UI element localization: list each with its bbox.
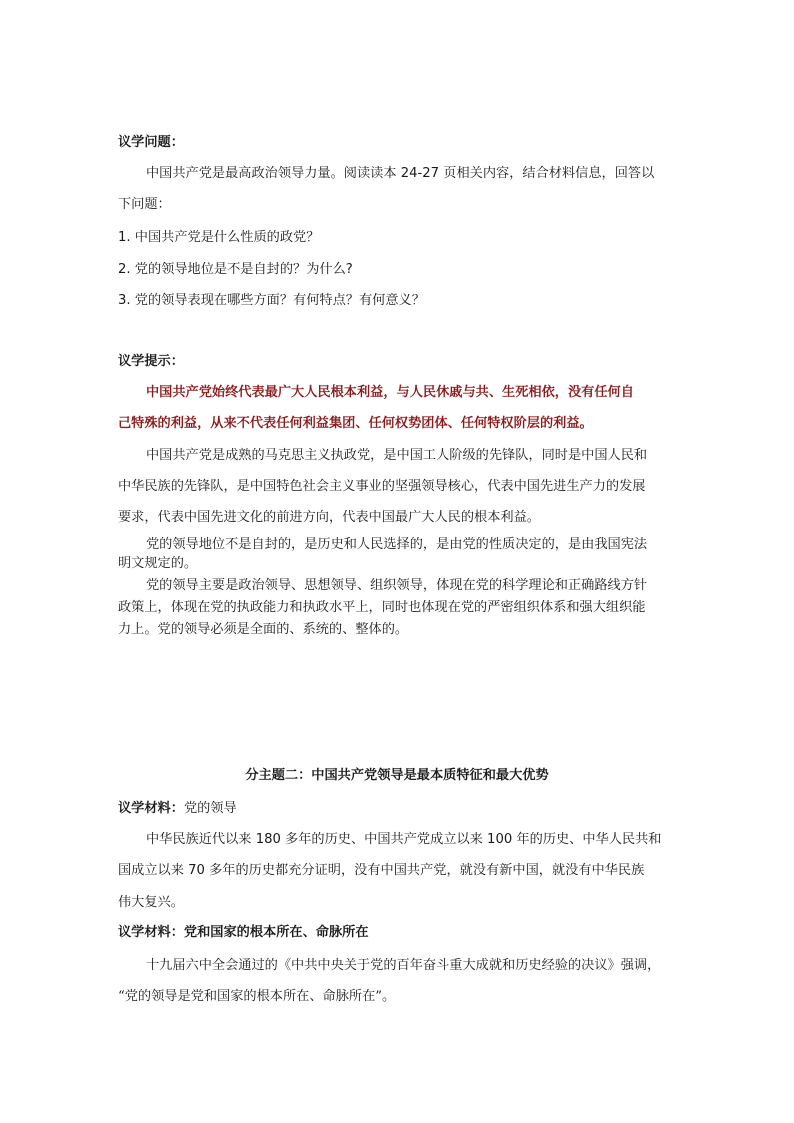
material1-label: 议学材料： [118,801,184,816]
question-heading: 议学问题： [118,135,184,150]
question-1: 1. 中国共产党是什么性质的政党？ [118,230,320,245]
hint-heading: 议学提示： [118,354,184,369]
material1-heading [118,800,237,818]
para2-line-1: 党的领导地位不是自封的，是历史和人民选择的，是由党的性质决定的，是由我国宪法 [146,537,648,552]
intro-line-2: 下问题： [118,197,171,212]
para1-line-2: 中华民族的先锋队，是中国特色社会主义事业的坚强领导核心，代表中国先进生产力的发展 [118,479,646,494]
material1-title: 党的领导 [183,801,237,816]
material2-line-2: “党的领导是党和国家的根本所在、命脉所在”。 [118,989,396,1004]
hint-red-line-2: 己特殊的利益，从来不代表任何利益集团、任何权势团体、任何特权阶层的利益。 [118,416,593,431]
material2-line-1: 十九届六中全会通过的《中共中央关于党的百年奋斗重大成就和历史经验的决议》强调， [146,958,661,973]
para3-line-2: 政策上，体现在党的执政能力和执政水平上，同时也体现在党的严密组织体系和强大组织能 [118,600,646,615]
hint-red-line-1: 中国共产党始终代表最广大人民根本利益，与人民休戚与共、生死相依，没有任何自 [146,385,634,400]
para1-line-3: 要求，代表中国先进文化的前进方向，代表中国最广大人民的根本利益。 [118,510,540,525]
intro-line-1: 中国共产党是最高政治领导力量。阅读读本 24-27 页相关内容，结合材料信息，回答以 [146,166,655,181]
para2-line-2: 明文规定的。 [118,556,198,571]
section2-title: 分主题二：中国共产党领导是最本质特征和最大优势 [245,768,549,783]
material1-line-2: 国成立以来 70 多年的历史都充分证明，没有中国共产党，就没有新中国，就没有中华民族 [118,863,645,878]
material1-line-3: 伟大复兴。 [118,895,184,910]
material2-heading: 议学材料：党和国家的根本所在、命脉所在 [118,925,369,940]
material1-line-1: 中华民族近代以来 180 多年的历史、中国共产党成立以来 100 年的历史、中华人民共和 [146,832,662,847]
question-3: 3. 党的领导表现在哪些方面？有何特点？有何意义？ [118,293,425,308]
para3-line-1: 党的领导主要是政治领导、思想领导、组织领导，体现在党的科学理论和正确路线方针 [146,578,648,593]
para3-line-3: 力上。党的领导必须是全面的、系统的、整体的。 [118,622,409,637]
para1-line-1: 中国共产党是成熟的马克思主义执政党，是中国工人阶级的先锋队，同时是中国人民和 [146,448,648,463]
question-2: 2. 党的领导地位是不是自封的？为什么? [118,262,353,277]
